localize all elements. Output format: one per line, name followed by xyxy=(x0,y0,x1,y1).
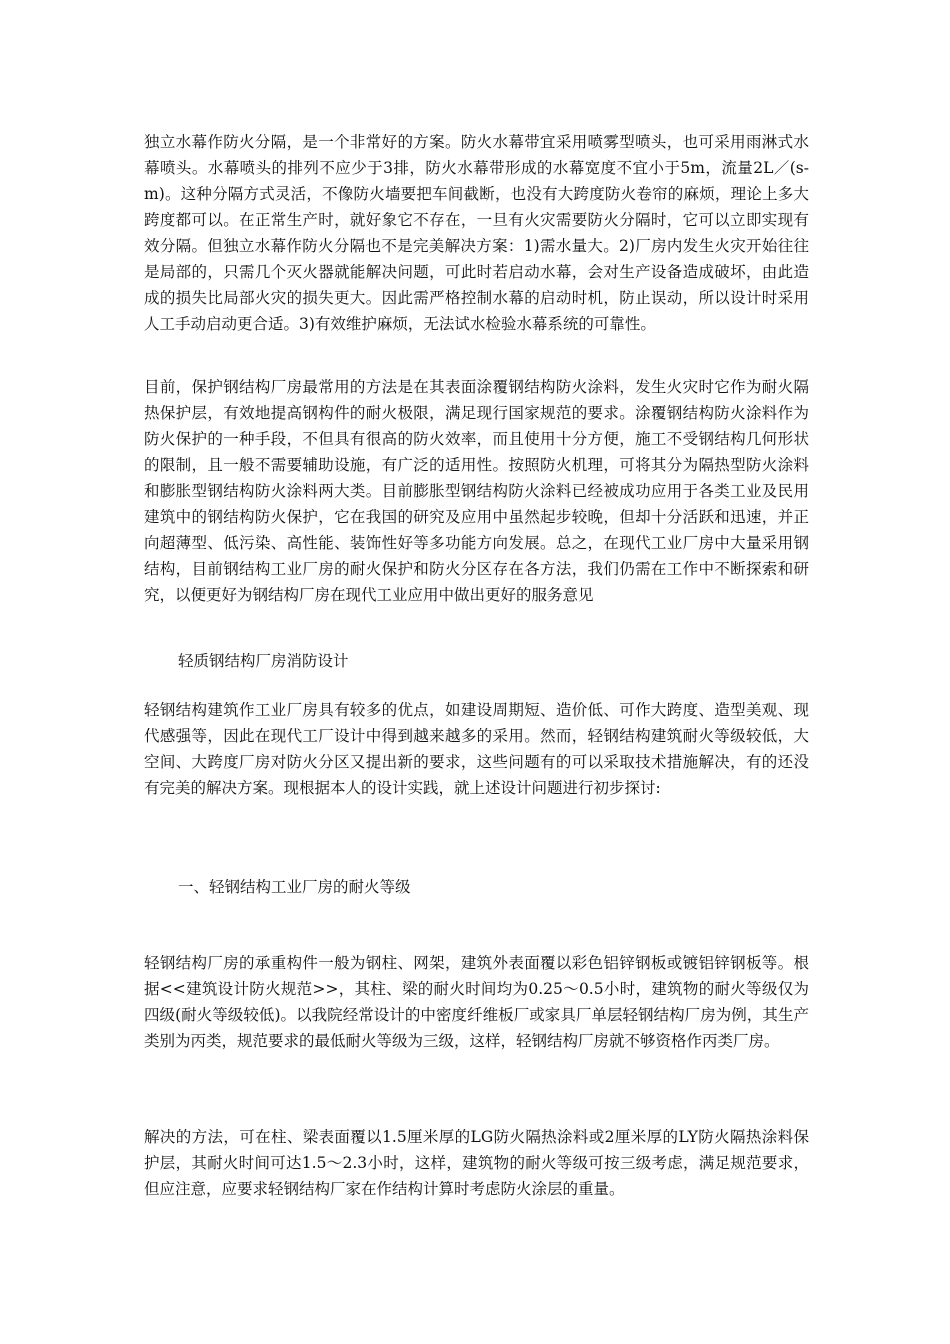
paragraph-load-bearing-members: 轻钢结构厂房的承重构件一般为钢柱、网架，建筑外表面覆以彩色铝锌钢板或镀铝锌钢板等。根据<<建筑设计防火规范>>，其柱、梁的耐火时间均为0.25～0.5小时，建筑物的耐火等级仅为四级(耐火等级较低)。以我院经常设计的中密度纤维板厂或家具厂单层轻钢结构厂房为例，其生产类别为丙类，规范要求的最低耐火等级为三级，这样，轻钢结构厂房就不够资格作丙类厂房。 xyxy=(144,954,809,1050)
paragraph-water-curtain: 独立水幕作防火分隔，是一个非常好的方案。防火水幕带宜采用喷雾型喷头，也可采用雨淋式水幕喷头。水幕喷头的排列不应少于3排，防火水幕带形成的水幕宽度不宜小于5m，流量2L／(s-m)。这种分隔方式灵活，不像防火墙要把车间截断，也没有大跨度防火卷帘的麻烦，理论上多大跨度都可以。在正常生产时，就好象它不存在，一旦有火灾需要防火分隔时，它可以立即实现有效分隔。但独立水幕作防火分隔也不是完美解决方案：1)需水量大。2)厂房内发生火灾开始往往是局部的，只需几个灭火器就能解决问题，可此时若启动水幕，会对生产设备造成破坏，由此造成的损失比局部火灾的损失更大。因此需严格控制水幕的启动时机，防止误动，所以设计时采用人工手动启动更合适。3)有效维护麻烦，无法试水检验水幕系统的可靠性。 xyxy=(144,133,809,333)
paragraph-light-steel-intro: 轻钢结构建筑作工业厂房具有较多的优点，如建设周期短、造价低、可作大跨度、造型美观、现代感强等，因此在现代工厂设计中得到越来越多的采用。然而，轻钢结构建筑耐火等级较低，大空间、大跨度厂房对防火分区又提出新的要求，这些问题有的可以采取技术措施解决，有的还没有完美的解决方案。现根据本人的设计实践，就上述设计问题进行初步探讨: xyxy=(144,701,809,797)
section-title-light-steel-fire-design: 轻质钢结构厂房消防设计 xyxy=(178,652,349,670)
paragraph-fireproof-coating: 目前，保护钢结构厂房最常用的方法是在其表面涂覆钢结构防火涂料，发生火灾时它作为耐火隔热保护层，有效地提高钢构件的耐火极限，满足现行国家规范的要求。涂覆钢结构防火涂料作为防火保护的一种手段，不但具有很高的防火效率，而且使用十分方便，施工不受钢结构几何形状的限制，且一般不需要辅助设施，有广泛的适用性。按照防火机理，可将其分为隔热型防火涂料和膨胀型钢结构防火涂料两大类。目前膨胀型钢结构防火涂料已经被成功应用于各类工业及民用建筑中的钢结构防火保护，它在我国的研究及应用中虽然起步较晚，但却十分活跃和迅速，并正向超薄型、低污染、高性能、装饰性好等多功能方向发展。总之，在现代工业厂房中大量采用钢结构，目前钢结构工业厂房的耐火保护和防火分区存在各方法，我们仍需在工作中不断探索和研究，以便更好为钢结构厂房在现代工业应用中做出更好的服务意见 xyxy=(144,378,809,604)
subsection-title-fire-resistance-grade: 一、轻钢结构工业厂房的耐火等级 xyxy=(178,878,411,896)
paragraph-solution: 解决的方法，可在柱、梁表面覆以1.5厘米厚的LG防火隔热涂料或2厘米厚的LY防火隔热涂料保护层，其耐火时间可达1.5～2.3小时，这样，建筑物的耐火等级可按三级考虑，满足规范要求，但应注意，应要求轻钢结构厂家在作结构计算时考虑防火涂层的重量。 xyxy=(144,1128,809,1198)
